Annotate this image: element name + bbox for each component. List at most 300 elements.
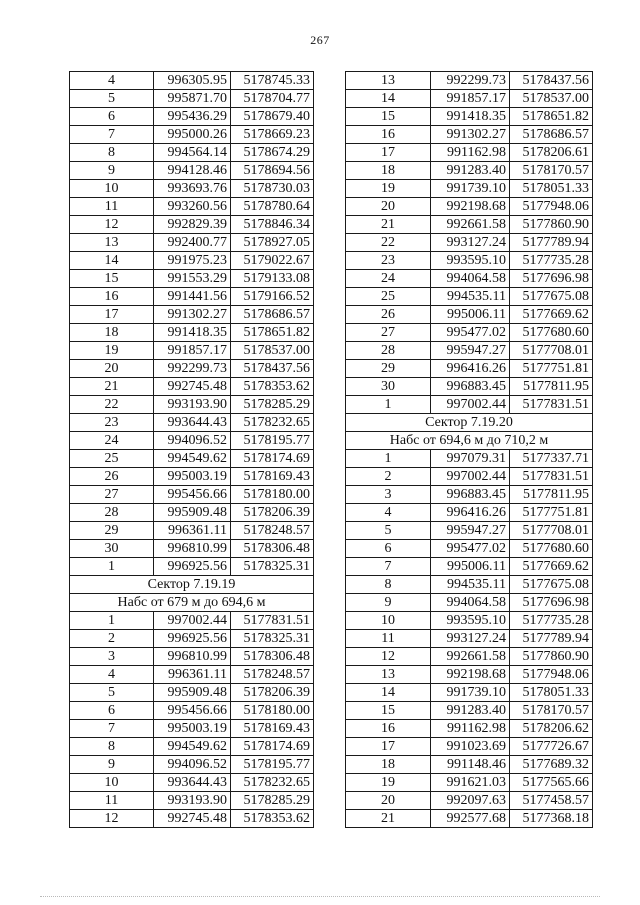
x-coordinate: 991621.03 xyxy=(431,774,510,792)
point-number: 8 xyxy=(70,738,154,756)
sector-header-row xyxy=(346,414,593,432)
y-coordinate: 5178353.62 xyxy=(231,810,314,828)
table-row xyxy=(70,522,314,540)
sector-header-row xyxy=(346,432,593,450)
y-coordinate: 5177337.71 xyxy=(510,450,593,468)
point-number: 24 xyxy=(346,270,431,288)
point-number: 16 xyxy=(346,126,431,144)
table-row xyxy=(346,198,593,216)
y-coordinate: 5177696.98 xyxy=(510,270,593,288)
table-row xyxy=(346,72,593,90)
y-coordinate: 5178437.56 xyxy=(510,72,593,90)
table-row xyxy=(70,396,314,414)
y-coordinate: 5178686.57 xyxy=(510,126,593,144)
table-row xyxy=(70,540,314,558)
table-row xyxy=(70,216,314,234)
point-number: 13 xyxy=(346,666,431,684)
y-coordinate: 5178651.82 xyxy=(231,324,314,342)
x-coordinate: 993260.56 xyxy=(154,198,231,216)
coordinates-table-left xyxy=(69,71,314,828)
sector-header-row xyxy=(70,594,314,612)
x-coordinate: 993193.90 xyxy=(154,792,231,810)
y-coordinate: 5178206.39 xyxy=(231,504,314,522)
x-coordinate: 991162.98 xyxy=(431,720,510,738)
y-coordinate: 5178206.39 xyxy=(231,684,314,702)
x-coordinate: 995456.66 xyxy=(154,702,231,720)
point-number: 27 xyxy=(346,324,431,342)
point-number: 1 xyxy=(346,450,431,468)
x-coordinate: 995006.11 xyxy=(431,558,510,576)
y-coordinate: 5178353.62 xyxy=(231,378,314,396)
y-coordinate: 5178232.65 xyxy=(231,414,314,432)
y-coordinate: 5177696.98 xyxy=(510,594,593,612)
y-coordinate: 5178051.33 xyxy=(510,180,593,198)
y-coordinate: 5177368.18 xyxy=(510,810,593,828)
point-number: 23 xyxy=(346,252,431,270)
table-row xyxy=(70,666,314,684)
table-row xyxy=(346,324,593,342)
x-coordinate: 996361.11 xyxy=(154,522,231,540)
table-row xyxy=(70,234,314,252)
point-number: 13 xyxy=(70,234,154,252)
x-coordinate: 997079.31 xyxy=(431,450,510,468)
table-row xyxy=(346,774,593,792)
point-number: 1 xyxy=(346,396,431,414)
point-number: 6 xyxy=(346,540,431,558)
x-coordinate: 992299.73 xyxy=(431,72,510,90)
x-coordinate: 992829.39 xyxy=(154,216,231,234)
y-coordinate: 5178169.43 xyxy=(231,720,314,738)
table-row xyxy=(346,288,593,306)
x-coordinate: 995436.29 xyxy=(154,108,231,126)
point-number: 30 xyxy=(346,378,431,396)
x-coordinate: 995003.19 xyxy=(154,468,231,486)
point-number: 16 xyxy=(70,288,154,306)
y-coordinate: 5178780.64 xyxy=(231,198,314,216)
x-coordinate: 995909.48 xyxy=(154,504,231,522)
table-row xyxy=(346,90,593,108)
y-coordinate: 5178174.69 xyxy=(231,738,314,756)
point-number: 2 xyxy=(70,630,154,648)
point-number: 7 xyxy=(70,126,154,144)
table-row xyxy=(346,378,593,396)
y-coordinate: 5177565.66 xyxy=(510,774,593,792)
x-coordinate: 996305.95 xyxy=(154,72,231,90)
y-coordinate: 5178206.62 xyxy=(510,720,593,738)
point-number: 28 xyxy=(70,504,154,522)
point-number: 19 xyxy=(70,342,154,360)
y-coordinate: 5178846.34 xyxy=(231,216,314,234)
x-coordinate: 994064.58 xyxy=(431,270,510,288)
point-number: 22 xyxy=(346,234,431,252)
x-coordinate: 994128.46 xyxy=(154,162,231,180)
table-row xyxy=(346,216,593,234)
table-row xyxy=(70,468,314,486)
x-coordinate: 994564.14 xyxy=(154,144,231,162)
y-coordinate: 5178285.29 xyxy=(231,396,314,414)
point-number: 21 xyxy=(346,810,431,828)
x-coordinate: 995477.02 xyxy=(431,540,510,558)
point-number: 15 xyxy=(70,270,154,288)
table-row xyxy=(346,810,593,828)
y-coordinate: 5177948.06 xyxy=(510,666,593,684)
point-number: 10 xyxy=(70,774,154,792)
x-coordinate: 992661.58 xyxy=(431,648,510,666)
x-coordinate: 992400.77 xyxy=(154,234,231,252)
y-coordinate: 5178195.77 xyxy=(231,756,314,774)
point-number: 14 xyxy=(346,684,431,702)
x-coordinate: 991148.46 xyxy=(431,756,510,774)
y-coordinate: 5177860.90 xyxy=(510,216,593,234)
y-coordinate: 5177675.08 xyxy=(510,576,593,594)
point-number: 19 xyxy=(346,774,431,792)
x-coordinate: 992745.48 xyxy=(154,810,231,828)
y-coordinate: 5178927.05 xyxy=(231,234,314,252)
table-row xyxy=(70,342,314,360)
x-coordinate: 995456.66 xyxy=(154,486,231,504)
table-row xyxy=(346,540,593,558)
y-coordinate: 5177811.95 xyxy=(510,378,593,396)
table-row xyxy=(70,558,314,576)
y-coordinate: 5177789.94 xyxy=(510,630,593,648)
point-number: 1 xyxy=(70,612,154,630)
y-coordinate: 5178306.48 xyxy=(231,540,314,558)
x-coordinate: 992661.58 xyxy=(431,216,510,234)
point-number: 4 xyxy=(70,666,154,684)
point-number: 18 xyxy=(346,756,431,774)
y-coordinate: 5178232.65 xyxy=(231,774,314,792)
page-number: 267 xyxy=(310,33,330,47)
point-number: 12 xyxy=(346,648,431,666)
table-row xyxy=(346,684,593,702)
point-number: 1 xyxy=(70,558,154,576)
y-coordinate: 5177458.57 xyxy=(510,792,593,810)
table-row xyxy=(70,126,314,144)
table-row xyxy=(346,612,593,630)
point-number: 11 xyxy=(346,630,431,648)
point-number: 2 xyxy=(346,468,431,486)
table-row xyxy=(346,594,593,612)
table-row xyxy=(346,306,593,324)
x-coordinate: 994096.52 xyxy=(154,756,231,774)
y-coordinate: 5178325.31 xyxy=(231,630,314,648)
y-coordinate: 5177680.60 xyxy=(510,540,593,558)
table-row xyxy=(70,162,314,180)
sector-header: Сектор 7.19.20 xyxy=(346,414,593,432)
x-coordinate: 995947.27 xyxy=(431,342,510,360)
scan-artifact-line xyxy=(40,896,600,897)
y-coordinate: 5178306.48 xyxy=(231,648,314,666)
point-number: 9 xyxy=(70,162,154,180)
point-number: 19 xyxy=(346,180,431,198)
x-coordinate: 991418.35 xyxy=(154,324,231,342)
y-coordinate: 5178694.56 xyxy=(231,162,314,180)
y-coordinate: 5177860.90 xyxy=(510,648,593,666)
sector-header: Набс от 679 м до 694,6 м xyxy=(70,594,314,612)
x-coordinate: 996883.45 xyxy=(431,486,510,504)
table-row xyxy=(70,270,314,288)
point-number: 23 xyxy=(70,414,154,432)
y-coordinate: 5178669.23 xyxy=(231,126,314,144)
x-coordinate: 995477.02 xyxy=(431,324,510,342)
point-number: 15 xyxy=(346,108,431,126)
x-coordinate: 992745.48 xyxy=(154,378,231,396)
x-coordinate: 991283.40 xyxy=(431,702,510,720)
y-coordinate: 5178169.43 xyxy=(231,468,314,486)
table-row xyxy=(346,180,593,198)
point-number: 12 xyxy=(70,810,154,828)
table-row xyxy=(70,810,314,828)
table-row xyxy=(70,378,314,396)
x-coordinate: 997002.44 xyxy=(431,468,510,486)
x-coordinate: 993693.76 xyxy=(154,180,231,198)
point-number: 24 xyxy=(70,432,154,450)
y-coordinate: 5178206.61 xyxy=(510,144,593,162)
x-coordinate: 993595.10 xyxy=(431,252,510,270)
sector-header: Набс от 694,6 м до 710,2 м xyxy=(346,432,593,450)
table-row xyxy=(70,324,314,342)
table-row xyxy=(346,252,593,270)
point-number: 21 xyxy=(346,216,431,234)
point-number: 18 xyxy=(346,162,431,180)
table-row xyxy=(346,108,593,126)
y-coordinate: 5177831.51 xyxy=(231,612,314,630)
x-coordinate: 991023.69 xyxy=(431,738,510,756)
point-number: 6 xyxy=(70,108,154,126)
table-row xyxy=(70,414,314,432)
y-coordinate: 5177811.95 xyxy=(510,486,593,504)
point-number: 29 xyxy=(346,360,431,378)
table-row xyxy=(346,576,593,594)
table-row xyxy=(70,108,314,126)
table-row xyxy=(346,522,593,540)
table-row xyxy=(70,198,314,216)
point-number: 26 xyxy=(70,468,154,486)
table-row xyxy=(346,360,593,378)
table-row xyxy=(70,702,314,720)
y-coordinate: 5178180.00 xyxy=(231,702,314,720)
table-row xyxy=(70,630,314,648)
y-coordinate: 5178674.29 xyxy=(231,144,314,162)
point-number: 28 xyxy=(346,342,431,360)
point-number: 6 xyxy=(70,702,154,720)
y-coordinate: 5178730.03 xyxy=(231,180,314,198)
x-coordinate: 991553.29 xyxy=(154,270,231,288)
point-number: 17 xyxy=(346,738,431,756)
table-row xyxy=(70,792,314,810)
point-number: 20 xyxy=(70,360,154,378)
x-coordinate: 996416.26 xyxy=(431,360,510,378)
x-coordinate: 991739.10 xyxy=(431,684,510,702)
table-row xyxy=(346,450,593,468)
y-coordinate: 5178686.57 xyxy=(231,306,314,324)
table-row xyxy=(346,558,593,576)
y-coordinate: 5178745.33 xyxy=(231,72,314,90)
x-coordinate: 994549.62 xyxy=(154,738,231,756)
y-coordinate: 5178051.33 xyxy=(510,684,593,702)
point-number: 20 xyxy=(346,792,431,810)
y-coordinate: 5178170.57 xyxy=(510,702,593,720)
point-number: 10 xyxy=(70,180,154,198)
x-coordinate: 991283.40 xyxy=(431,162,510,180)
x-coordinate: 992198.68 xyxy=(431,666,510,684)
table-row xyxy=(70,648,314,666)
x-coordinate: 993127.24 xyxy=(431,630,510,648)
x-coordinate: 996416.26 xyxy=(431,504,510,522)
y-coordinate: 5177751.81 xyxy=(510,360,593,378)
point-number: 9 xyxy=(346,594,431,612)
table-row xyxy=(346,468,593,486)
table-row xyxy=(346,162,593,180)
point-number: 14 xyxy=(70,252,154,270)
point-number: 9 xyxy=(70,756,154,774)
point-number: 17 xyxy=(346,144,431,162)
table-row xyxy=(70,288,314,306)
point-number: 11 xyxy=(70,198,154,216)
x-coordinate: 994535.11 xyxy=(431,288,510,306)
point-number: 14 xyxy=(346,90,431,108)
table-row xyxy=(70,774,314,792)
point-number: 7 xyxy=(346,558,431,576)
point-number: 25 xyxy=(346,288,431,306)
table-row xyxy=(346,486,593,504)
y-coordinate: 5179022.67 xyxy=(231,252,314,270)
table-row xyxy=(70,720,314,738)
y-coordinate: 5177831.51 xyxy=(510,396,593,414)
x-coordinate: 996810.99 xyxy=(154,648,231,666)
table-row xyxy=(346,756,593,774)
coordinates-table-right xyxy=(345,71,593,828)
point-number: 5 xyxy=(70,90,154,108)
table-row xyxy=(70,432,314,450)
x-coordinate: 993127.24 xyxy=(431,234,510,252)
point-number: 4 xyxy=(346,504,431,522)
y-coordinate: 5179166.52 xyxy=(231,288,314,306)
point-number: 8 xyxy=(70,144,154,162)
point-number: 3 xyxy=(346,486,431,504)
x-coordinate: 996361.11 xyxy=(154,666,231,684)
x-coordinate: 994535.11 xyxy=(431,576,510,594)
point-number: 15 xyxy=(346,702,431,720)
table-row xyxy=(70,450,314,468)
y-coordinate: 5177708.01 xyxy=(510,522,593,540)
table-row xyxy=(346,792,593,810)
x-coordinate: 991418.35 xyxy=(431,108,510,126)
y-coordinate: 5178537.00 xyxy=(510,90,593,108)
table-row xyxy=(346,738,593,756)
x-coordinate: 995006.11 xyxy=(431,306,510,324)
table-row xyxy=(346,396,593,414)
y-coordinate: 5178195.77 xyxy=(231,432,314,450)
y-coordinate: 5177669.62 xyxy=(510,306,593,324)
y-coordinate: 5178285.29 xyxy=(231,792,314,810)
x-coordinate: 991302.27 xyxy=(431,126,510,144)
point-number: 18 xyxy=(70,324,154,342)
point-number: 21 xyxy=(70,378,154,396)
x-coordinate: 991162.98 xyxy=(431,144,510,162)
x-coordinate: 991739.10 xyxy=(431,180,510,198)
x-coordinate: 992577.68 xyxy=(431,810,510,828)
y-coordinate: 5178248.57 xyxy=(231,522,314,540)
y-coordinate: 5177735.28 xyxy=(510,612,593,630)
table-row xyxy=(346,720,593,738)
y-coordinate: 5177669.62 xyxy=(510,558,593,576)
table-row xyxy=(70,612,314,630)
point-number: 7 xyxy=(70,720,154,738)
y-coordinate: 5177680.60 xyxy=(510,324,593,342)
point-number: 22 xyxy=(70,396,154,414)
point-number: 29 xyxy=(70,522,154,540)
table-row xyxy=(70,684,314,702)
point-number: 4 xyxy=(70,72,154,90)
table-row xyxy=(346,144,593,162)
table-row xyxy=(346,504,593,522)
y-coordinate: 5177726.67 xyxy=(510,738,593,756)
table-row xyxy=(346,666,593,684)
y-coordinate: 5177708.01 xyxy=(510,342,593,360)
table-row xyxy=(70,756,314,774)
y-coordinate: 5177675.08 xyxy=(510,288,593,306)
x-coordinate: 991302.27 xyxy=(154,306,231,324)
point-number: 27 xyxy=(70,486,154,504)
x-coordinate: 997002.44 xyxy=(154,612,231,630)
x-coordinate: 995871.70 xyxy=(154,90,231,108)
x-coordinate: 996925.56 xyxy=(154,558,231,576)
y-coordinate: 5177831.51 xyxy=(510,468,593,486)
table-row xyxy=(70,306,314,324)
sector-header: Сектор 7.19.19 xyxy=(70,576,314,594)
point-number: 26 xyxy=(346,306,431,324)
table-row xyxy=(70,486,314,504)
point-number: 13 xyxy=(346,72,431,90)
table-row xyxy=(346,702,593,720)
y-coordinate: 5177751.81 xyxy=(510,504,593,522)
point-number: 16 xyxy=(346,720,431,738)
y-coordinate: 5178679.40 xyxy=(231,108,314,126)
table-row xyxy=(346,126,593,144)
x-coordinate: 991857.17 xyxy=(154,342,231,360)
point-number: 3 xyxy=(70,648,154,666)
x-coordinate: 996810.99 xyxy=(154,540,231,558)
point-number: 17 xyxy=(70,306,154,324)
x-coordinate: 997002.44 xyxy=(431,396,510,414)
y-coordinate: 5178651.82 xyxy=(510,108,593,126)
x-coordinate: 995000.26 xyxy=(154,126,231,144)
y-coordinate: 5177689.32 xyxy=(510,756,593,774)
x-coordinate: 991441.56 xyxy=(154,288,231,306)
point-number: 25 xyxy=(70,450,154,468)
sector-header-row xyxy=(70,576,314,594)
point-number: 20 xyxy=(346,198,431,216)
table-row xyxy=(70,504,314,522)
x-coordinate: 993595.10 xyxy=(431,612,510,630)
x-coordinate: 992299.73 xyxy=(154,360,231,378)
y-coordinate: 5178437.56 xyxy=(231,360,314,378)
x-coordinate: 993644.43 xyxy=(154,774,231,792)
table-row xyxy=(346,630,593,648)
x-coordinate: 996925.56 xyxy=(154,630,231,648)
table-row xyxy=(70,738,314,756)
table-row xyxy=(346,342,593,360)
y-coordinate: 5178537.00 xyxy=(231,342,314,360)
y-coordinate: 5178248.57 xyxy=(231,666,314,684)
table-row xyxy=(346,648,593,666)
table-row xyxy=(70,90,314,108)
y-coordinate: 5178180.00 xyxy=(231,486,314,504)
y-coordinate: 5177789.94 xyxy=(510,234,593,252)
table-row xyxy=(70,252,314,270)
y-coordinate: 5177948.06 xyxy=(510,198,593,216)
